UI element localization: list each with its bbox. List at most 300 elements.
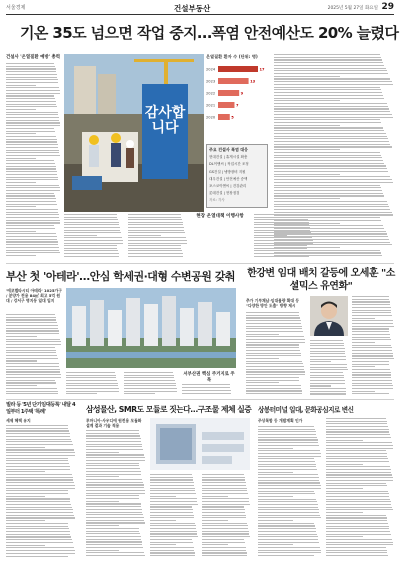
text-line [6, 366, 59, 367]
text-line [352, 345, 391, 346]
text-line [6, 120, 59, 121]
text-line [326, 517, 387, 518]
page-header [6, 3, 394, 15]
text-line [6, 236, 57, 237]
text-line [6, 122, 60, 123]
text-line [326, 491, 388, 492]
text-line [6, 314, 55, 315]
text-line [150, 555, 195, 556]
story-left-sub: '에코델타시티 아테라' 1025가구 / 분양가 전용 84㎡ 최고 5억 원대 / 강서구 명지동 일대 입지 [6, 288, 62, 304]
text-line [274, 138, 388, 139]
text-line [202, 493, 248, 494]
story-br-sub: 주상복합 등 개발계획 인가 [258, 418, 303, 423]
text-line [150, 552, 195, 553]
text-line [6, 244, 58, 245]
text-line [274, 185, 380, 186]
text-line [326, 440, 363, 441]
text-line [326, 464, 363, 465]
text-line [6, 556, 68, 557]
text-line [6, 114, 58, 115]
text-line [326, 418, 386, 419]
text-line [6, 231, 36, 232]
text-line [352, 326, 394, 327]
text-line [6, 74, 57, 75]
text-line [258, 499, 316, 500]
text-line [274, 65, 384, 66]
text-line [124, 391, 177, 392]
text-line [86, 446, 142, 447]
text-line [6, 319, 56, 320]
text-line [258, 493, 315, 494]
story-left-photo [66, 288, 236, 368]
banner-sign-text: 감사합니다 [144, 105, 186, 136]
text-line [6, 479, 73, 480]
text-line [274, 68, 386, 69]
text-line [6, 341, 61, 342]
text-line [64, 222, 119, 223]
story-bm-sub: 루마니아·사우디에 원전용 모듈화 설계 결과 기술 적용 [86, 418, 142, 429]
text-line [6, 220, 60, 221]
text-line [274, 247, 340, 248]
text-line [6, 204, 57, 205]
text-line [128, 240, 187, 241]
text-line [6, 547, 74, 548]
person-portrait-image [310, 296, 348, 336]
text-line [274, 163, 384, 164]
text-line [258, 517, 321, 518]
text-line [6, 136, 56, 137]
text-line [352, 323, 393, 324]
text-line [86, 479, 142, 480]
text-line [326, 534, 391, 535]
text-line [274, 165, 386, 166]
text-line [86, 520, 144, 521]
text-line [202, 520, 228, 521]
text-line [258, 445, 319, 446]
story-right-sub: 추가 기부채납·임대물량 확대 등 "다양한 방안 도출" 방향 제시 [246, 298, 300, 309]
text-line [6, 371, 60, 372]
text-line [274, 239, 389, 240]
text-line [86, 541, 142, 542]
text-line [86, 457, 145, 458]
text-line [6, 477, 73, 478]
text-line [258, 482, 320, 483]
story-bm-headline: 삼성물산, SMR도 모듈로 짓는다…구조물 제체 실증 [86, 405, 252, 414]
text-line [6, 201, 56, 202]
text-line [6, 425, 68, 426]
text-line [274, 70, 387, 71]
text-line [326, 523, 388, 524]
text-line [326, 552, 387, 553]
text-line [124, 393, 155, 394]
text-line [258, 437, 317, 438]
text-line [274, 125, 340, 126]
text-line [6, 250, 59, 251]
text-line [6, 187, 60, 188]
text-line [326, 469, 391, 470]
text-line [274, 57, 381, 58]
text-line [6, 66, 55, 67]
text-line [6, 233, 56, 234]
text-line [326, 421, 387, 422]
text-line [86, 463, 139, 464]
chart-bar [218, 114, 230, 120]
text-line [86, 441, 141, 442]
text-line [6, 255, 36, 256]
text-line [6, 179, 58, 180]
text-line [124, 385, 176, 386]
text-line [6, 212, 58, 213]
text-line [258, 544, 293, 545]
text-line [86, 452, 119, 453]
text-line [6, 433, 70, 434]
chart-category-label: 2020 [206, 115, 216, 120]
table-source: 자료: 각사 [209, 198, 225, 203]
text-line [274, 152, 380, 153]
text-line [258, 507, 318, 508]
text-line [150, 520, 176, 521]
text-line [326, 512, 363, 513]
text-line [182, 384, 230, 385]
story-bm-body-3 [202, 474, 250, 558]
story-left-body-4 [182, 384, 236, 396]
text-line [64, 227, 120, 228]
chart-bar [218, 102, 234, 108]
text-line [66, 388, 119, 389]
text-line [274, 204, 388, 205]
chart-value-label: 9 [240, 91, 244, 96]
text-line [6, 166, 56, 167]
text-line [6, 539, 72, 540]
text-line [6, 198, 56, 199]
text-line [86, 449, 143, 450]
smr-module-illustration [150, 418, 250, 470]
text-line [274, 106, 388, 107]
text-line [128, 232, 185, 233]
text-line [258, 485, 321, 486]
text-line [258, 534, 317, 535]
text-line [274, 182, 393, 183]
text-line [66, 375, 116, 376]
text-line [274, 103, 387, 104]
text-line [202, 517, 246, 518]
text-line [274, 168, 387, 169]
text-line [6, 490, 68, 491]
text-line [274, 117, 393, 118]
text-line [6, 509, 73, 510]
text-line [274, 144, 390, 145]
text-line [150, 525, 196, 526]
text-line [128, 248, 181, 249]
text-line [202, 509, 245, 510]
text-line [274, 174, 340, 175]
text-line [66, 383, 118, 384]
text-line [326, 461, 389, 462]
text-line [86, 487, 144, 488]
text-line [246, 336, 304, 337]
text-line [202, 542, 245, 543]
text-line [202, 506, 244, 507]
story-right-body-1 [246, 312, 306, 396]
text-line [150, 482, 194, 483]
text-line [6, 498, 70, 499]
text-line [352, 331, 389, 332]
text-line [352, 380, 392, 381]
text-line [6, 474, 72, 475]
text-line [64, 237, 122, 238]
text-line [6, 239, 57, 240]
text-line [6, 358, 58, 359]
text-line [6, 325, 58, 326]
page-number: 29 [381, 2, 394, 12]
text-line [6, 322, 57, 323]
table-rows [209, 155, 265, 196]
text-line [310, 393, 346, 394]
text-line [274, 176, 390, 177]
text-line [86, 506, 141, 507]
text-line [202, 496, 228, 497]
text-line [6, 93, 60, 94]
text-line [6, 174, 57, 175]
story-left-body-1 [6, 314, 62, 396]
text-line [352, 355, 393, 356]
text-line [86, 438, 141, 439]
text-line [274, 244, 392, 245]
text-line [64, 224, 119, 225]
text-line [326, 499, 390, 500]
text-line [6, 128, 54, 129]
text-line [258, 456, 321, 457]
text-line [246, 317, 300, 318]
text-line [66, 391, 119, 392]
text-line [274, 187, 381, 188]
text-line [86, 460, 145, 461]
text-line [6, 536, 71, 537]
text-line [6, 155, 60, 156]
text-line [258, 448, 293, 449]
text-line [86, 552, 144, 553]
text-line [352, 342, 375, 343]
text-line [326, 429, 389, 430]
text-line [6, 455, 75, 456]
top-photo [64, 54, 204, 212]
text-line [246, 393, 302, 394]
text-line [124, 377, 174, 378]
top-story-body-3 [128, 214, 188, 258]
story-bm-body-2 [150, 474, 198, 558]
text-line [326, 509, 393, 510]
text-line [6, 158, 36, 159]
text-line [86, 533, 140, 534]
text-line [352, 328, 389, 329]
text-line [274, 73, 388, 74]
text-line [150, 474, 192, 475]
text-line [258, 520, 293, 521]
text-line [258, 426, 314, 427]
text-line [202, 485, 246, 486]
text-line [258, 461, 315, 462]
text-line [274, 136, 387, 137]
text-line [326, 437, 391, 438]
text-line [258, 458, 314, 459]
text-line [150, 517, 194, 518]
text-line [202, 504, 250, 505]
text-line [6, 317, 56, 318]
text-line [274, 84, 393, 85]
text-line [274, 157, 382, 158]
text-line [128, 224, 183, 225]
text-line [6, 393, 58, 394]
text-line [352, 358, 394, 359]
text-line [86, 468, 140, 469]
text-line [86, 474, 141, 475]
text-line [6, 252, 60, 253]
text-line [182, 390, 231, 391]
text-line [64, 219, 118, 220]
text-line [326, 501, 391, 502]
text-line [310, 388, 346, 389]
chart-category-label: 2023 [206, 79, 216, 84]
text-line [274, 87, 380, 88]
text-line [86, 454, 144, 455]
text-line [86, 482, 143, 483]
text-line [258, 491, 314, 492]
text-line [310, 351, 345, 352]
text-line [274, 122, 381, 123]
text-line [6, 63, 54, 64]
text-line [258, 504, 318, 505]
text-line [6, 177, 58, 178]
chart-bar [218, 78, 249, 84]
text-line [326, 550, 387, 551]
top-story-body-2 [64, 214, 124, 258]
text-line [258, 512, 319, 513]
text-line [6, 206, 36, 207]
text-line [6, 336, 37, 337]
text-line [352, 350, 392, 351]
text-line [86, 528, 139, 529]
text-line [310, 391, 346, 392]
text-line [310, 364, 347, 365]
text-line [352, 307, 391, 308]
text-line [6, 430, 69, 431]
top-story-kicker [6, 54, 66, 60]
text-line [202, 523, 247, 524]
text-line [246, 358, 279, 359]
text-line [258, 434, 316, 435]
text-line [6, 363, 59, 364]
text-line [124, 375, 174, 376]
text-line [86, 514, 143, 515]
text-line [326, 555, 388, 556]
text-line [246, 366, 304, 367]
text-line [202, 536, 250, 537]
text-line [86, 498, 139, 499]
text-line [274, 214, 393, 215]
text-line [6, 141, 57, 142]
text-line [6, 330, 59, 331]
text-line [246, 320, 301, 321]
text-line [274, 255, 382, 256]
text-line [6, 369, 60, 370]
text-line [310, 359, 346, 360]
text-line [326, 474, 392, 475]
text-line [352, 353, 393, 354]
text-line [6, 125, 60, 126]
text-line [86, 512, 142, 513]
text-line [202, 528, 248, 529]
text-line [150, 504, 198, 505]
chart-bar [218, 66, 258, 72]
text-line [6, 388, 57, 389]
text-line [352, 361, 389, 362]
text-line [202, 477, 245, 478]
chart-value-label: 7 [235, 103, 239, 108]
top-story-body-left [6, 63, 61, 258]
text-line [6, 360, 37, 361]
text-line [326, 458, 388, 459]
text-line [66, 393, 97, 394]
text-line [326, 547, 386, 548]
text-line [246, 342, 305, 343]
section-divider [6, 263, 394, 264]
text-line [6, 217, 59, 218]
text-line [274, 59, 382, 60]
story-right-body-3 [352, 296, 394, 396]
text-line [6, 485, 75, 486]
text-line [352, 301, 390, 302]
text-line [274, 98, 384, 99]
text-line [246, 377, 299, 378]
text-line [326, 448, 393, 449]
text-line [6, 68, 56, 69]
top-story-body-right [274, 54, 394, 258]
text-line [352, 388, 393, 389]
kicker-text: 건설사 '온열질환 예방' 총력 [6, 55, 60, 60]
text-line [150, 479, 193, 480]
table-row: DL이앤씨 | 작업시간 조정 [209, 162, 249, 167]
chart-title: 온열질환 환자 수 (단위: 명) [206, 54, 258, 59]
paper-name: 서울경제 [6, 5, 26, 11]
text-line [326, 531, 390, 532]
text-line [150, 547, 194, 548]
text-line [310, 380, 345, 381]
text-line [326, 542, 393, 543]
text-line [6, 171, 57, 172]
text-line [274, 195, 384, 196]
text-line [6, 168, 56, 169]
text-line [326, 544, 393, 545]
text-line [86, 509, 142, 510]
text-line [6, 150, 59, 151]
text-line [86, 495, 139, 496]
text-line [258, 552, 321, 553]
text-line [150, 498, 197, 499]
text-line [258, 488, 321, 489]
chart-value-label: 5 [231, 115, 234, 120]
text-line [6, 112, 58, 113]
text-line [124, 380, 175, 381]
text-line [6, 449, 74, 450]
text-line [352, 320, 393, 321]
text-line [6, 193, 54, 194]
text-line [352, 334, 390, 335]
text-line [326, 423, 387, 424]
text-line [246, 347, 299, 348]
text-line [6, 214, 59, 215]
text-line [150, 523, 195, 524]
story-left-body-2 [66, 372, 122, 396]
